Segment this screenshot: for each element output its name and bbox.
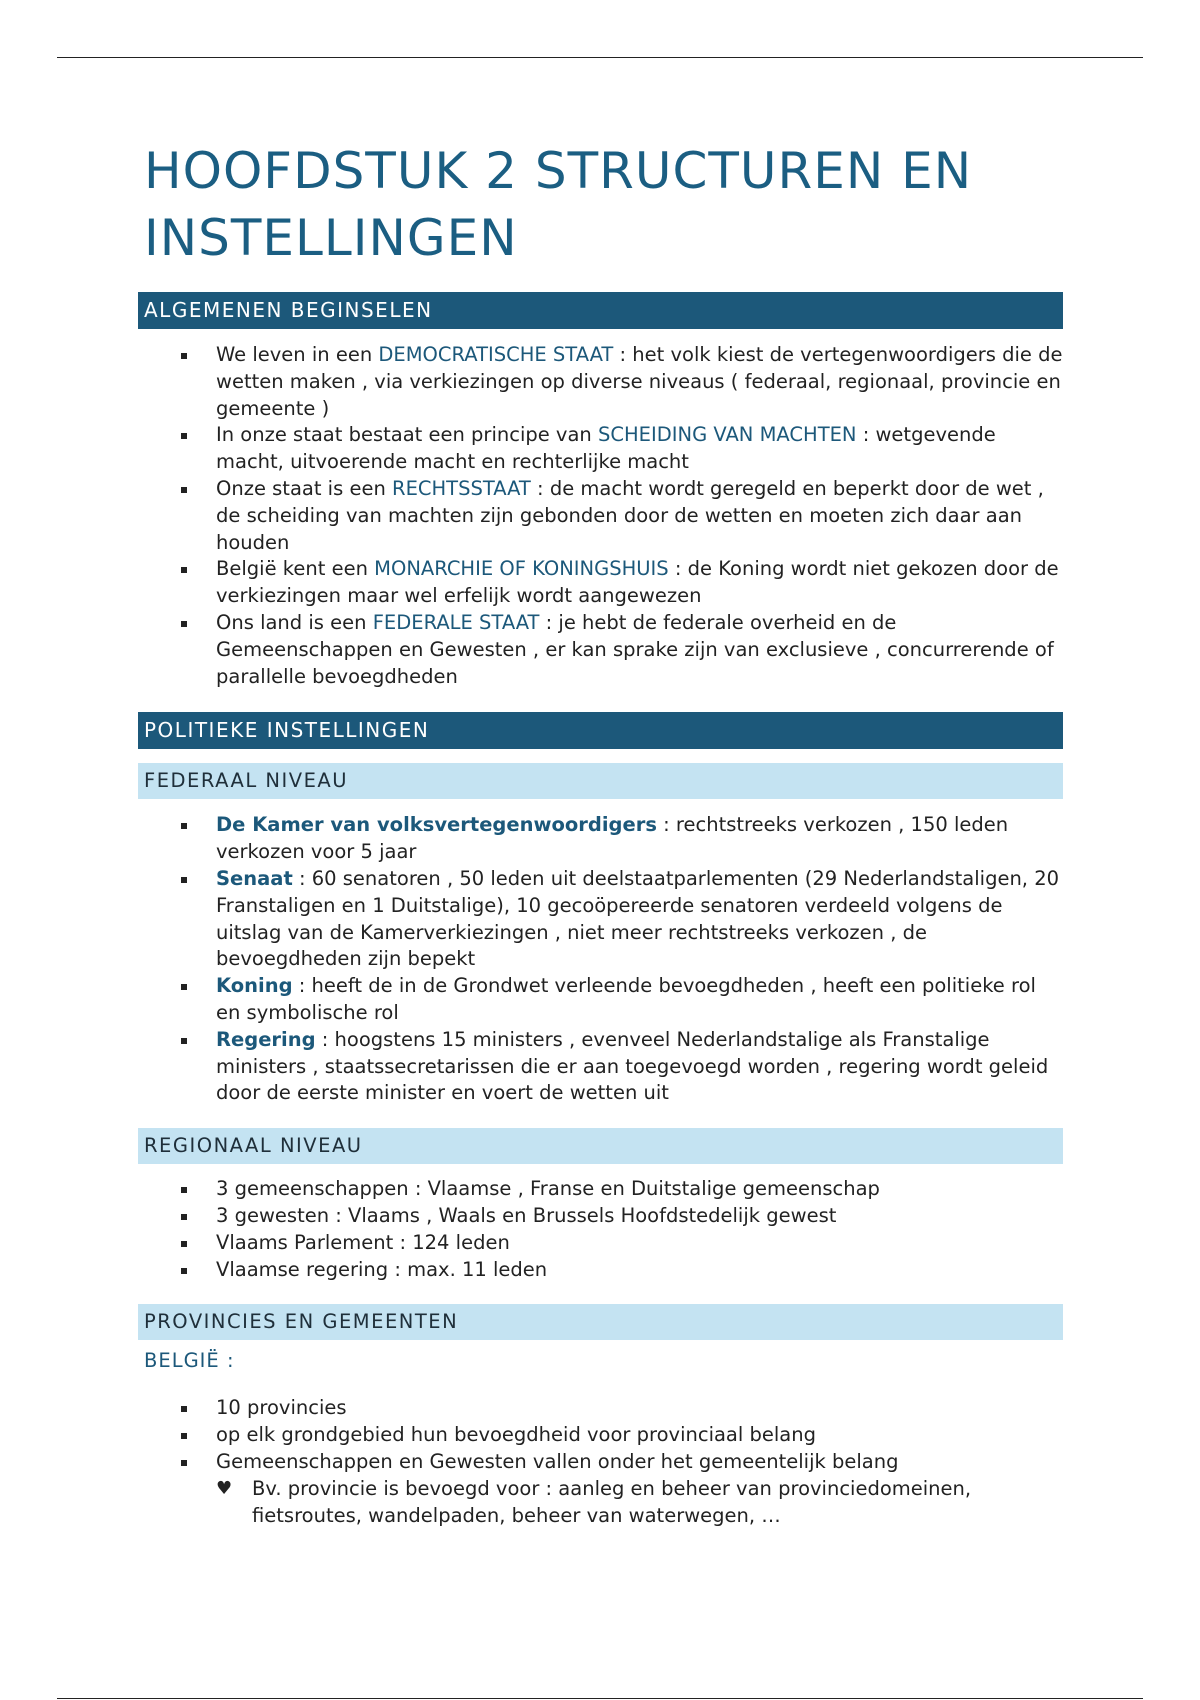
heading-provincies-en-gemeenten: PROVINCIES EN GEMEENTEN	[138, 1304, 1063, 1340]
key-term: FEDERALE STAAT	[372, 610, 540, 634]
list-provincies	[138, 1395, 1063, 1529]
sub-list	[216, 1476, 1063, 1530]
key-term: DEMOCRATISCHE STAAT	[378, 343, 614, 366]
key-term: Senaat	[216, 866, 293, 890]
key-term: SCHEIDING VAN MACHTEN	[597, 423, 857, 447]
key-term: Regering	[216, 1027, 316, 1051]
key-term: Koning	[216, 974, 293, 998]
key-term: RECHTSSTAAT	[392, 476, 531, 500]
list-item: 10 provincies	[216, 1395, 1063, 1422]
document-body	[138, 138, 1063, 1529]
list-item: 3 gewesten : Vlaams , Waals en Brussels Hoofdstedelijk gewest	[216, 1203, 1063, 1230]
sub-list-item: ♥ Bv. provincie is bevoegd voor : aanleg en beheer van provinciedomeinen, fietsroutes, wandelpaden, beheer van waterwegen, …	[216, 1476, 972, 1527]
heading-federaal-niveau: FEDERAAL NIVEAU	[138, 763, 1063, 799]
list-item: Vlaamse regering : max. 11 leden	[216, 1257, 1063, 1284]
list-item: België kent een MONARCHIE OF KONINGSHUIS : de Koning wordt niet gekozen door de verkiezingen maar wel erfelijk wordt aangewezen	[216, 556, 1063, 610]
list-item: In onze staat bestaat een principe van SCHEIDING VAN MACHTEN : wetgevende macht, uitvoerende macht en rechterlijke macht	[216, 422, 1063, 476]
list-item: We leven in een DEMOCRATISCHE STAAT : het volk kiest de vertegenwoordigers die de wetten maken , via verkiezingen op diverse niveaus ( federaal, regionaal, provincie en gemeente )	[216, 342, 1063, 422]
top-rule	[57, 57, 1143, 58]
list-item: op elk grondgebied hun bevoegdheid voor provinciaal belang	[216, 1422, 1063, 1449]
list-regionaal-niveau	[138, 1176, 1063, 1283]
heart-icon: ♥	[216, 1477, 233, 1499]
list-algemene-beginselen	[138, 342, 1063, 690]
page-title: HOOFDSTUK 2 STRUCTUREN EN INSTELLINGEN	[144, 142, 973, 267]
list-item: Vlaams Parlement : 124 leden	[216, 1230, 1063, 1257]
list-item: Koning : heeft de in de Grondwet verleende bevoegdheden , heeft een politieke rol en symbolische rol	[216, 973, 1063, 1027]
list-item: Senaat : 60 senatoren , 50 leden uit deelstaatparlementen (29 Nederlandstaligen, 20 Franstaligen en 1 Duitstalige), 10 gecoöpereerde senatoren verdeeld volgens de uitslag van de Kamerverkiezingen , niet meer rechtstreeks verkozen , de bevoegdheden zijn bepekt	[216, 866, 1063, 973]
list-federaal-niveau	[138, 812, 1063, 1107]
heading-regionaal-niveau: REGIONAAL NIVEAU	[138, 1128, 1063, 1164]
list-item: Regering : hoogstens 15 ministers , evenveel Nederlandstalige als Franstalige ministers , staatssecretarissen die er aan toegevoegd worden , regering wordt geleid door de eerste minister en voert de wetten uit	[216, 1027, 1063, 1107]
list-item: De Kamer van volksvertegenwoordigers : rechtstreeks verkozen , 150 leden verkozen voor 5 jaar	[216, 812, 1063, 866]
list-item: 3 gemeenschappen : Vlaamse , Franse en Duitstalige gemeenschap	[216, 1176, 1063, 1203]
bottom-rule	[57, 1698, 1143, 1699]
sublabel-belgie: BELGIË :	[144, 1349, 235, 1373]
heading-algemene-beginselen: ALGEMENEN BEGINSELEN	[138, 292, 1063, 329]
list-item: Onze staat is een RECHTSSTAAT : de macht wordt geregeld en beperkt door de wet , de scheiding van machten zijn gebonden door de wetten en moeten zich daar aan houden	[216, 476, 1063, 556]
list-item: Ons land is een FEDERALE STAAT : je hebt de federale overheid en de Gemeenschappen en Gewesten , er kan sprake zijn van exclusieve , concurrerende of parallelle bevoegdheden	[216, 610, 1063, 690]
key-term: De Kamer van volksvertegenwoordigers	[216, 813, 657, 837]
list-item: Gemeenschappen en Gewesten vallen onder het gemeentelijk belang ♥ Bv. provincie is bevoegd voor : aanleg en beheer van provinciedomeinen, fietsroutes, wandelpaden, beheer van waterwegen, …	[216, 1449, 1063, 1529]
key-term: MONARCHIE OF KONINGSHUIS	[374, 557, 669, 581]
heading-politieke-instellingen: POLITIEKE INSTELLINGEN	[138, 712, 1063, 749]
